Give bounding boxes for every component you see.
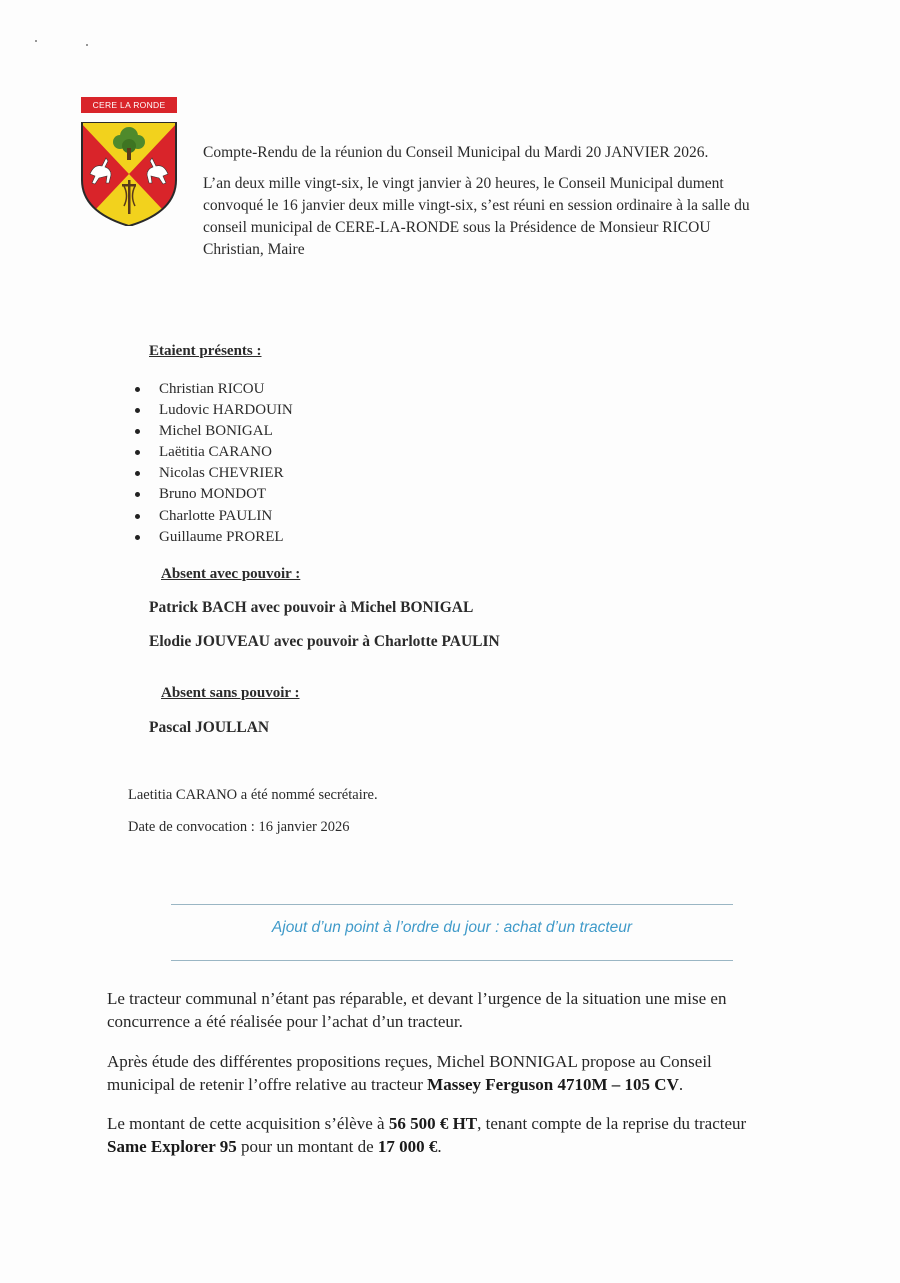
municipal-logo (80, 97, 178, 226)
proxy-entry: Patrick BACH avec pouvoir à Michel BONIGAL (149, 599, 474, 616)
body-paragraph (107, 1112, 807, 1158)
body-text-run: municipal de retenir l’offre relative au tracteur (107, 1075, 428, 1094)
intro-line: L’an deux mille vingt-six, le vingt janvier à 20 heures, le Conseil Municipal dument (203, 175, 724, 192)
present-members-list (131, 379, 293, 548)
proxy-entry: Elodie JOUVEAU avec pouvoir à Charlotte PAULIN (149, 633, 500, 650)
tractor-model: Massey Ferguson 4710M – 105 CV (427, 1075, 679, 1094)
body-text-run: . (678, 1075, 684, 1094)
list-item (131, 527, 293, 548)
scan-speck (35, 40, 37, 42)
list-item (131, 379, 293, 400)
member-name: Charlotte PAULIN (159, 507, 273, 524)
bullet-icon (135, 535, 140, 540)
member-name: Nicolas CHEVRIER (159, 465, 284, 482)
member-name: Christian RICOU (159, 381, 265, 397)
absent-without-proxy-heading: Absent sans pouvoir : (161, 685, 300, 701)
body-paragraph (107, 987, 807, 1033)
list-item (131, 400, 293, 421)
scan-speck (86, 44, 88, 46)
list-item (131, 463, 293, 484)
present-heading: Etaient présents : (149, 343, 262, 359)
intro-line: conseil municipal de CERE-LA-RONDE sous la Présidence de Monsieur RICOU (203, 219, 711, 236)
acquisition-amount: 56 500 € HT (388, 1114, 478, 1133)
tradein-tractor: Same Explorer 95 (107, 1137, 237, 1156)
intro-line: Christian, Maire (203, 241, 305, 258)
body-text-run: . (437, 1137, 442, 1156)
intro-line: convoqué le 16 janvier deux mille vingt-six, s’est réuni en session ordinaire à la salle du (203, 197, 750, 214)
divider (171, 904, 733, 905)
tradein-amount: 17 000 € (377, 1137, 438, 1156)
body-paragraph (107, 1050, 807, 1096)
list-item (131, 506, 293, 527)
list-item (131, 442, 293, 463)
body-line: concurrence a été réalisée pour l’achat d’un tracteur. (107, 1012, 463, 1031)
member-name: Guillaume PROREL (159, 528, 284, 545)
list-item (131, 421, 293, 442)
bullet-icon (135, 514, 140, 519)
body-line: Après étude des différentes propositions reçues, Michel BONNIGAL propose au Conseil (107, 1052, 712, 1071)
member-name: Ludovic HARDOUIN (159, 402, 293, 419)
bullet-icon (135, 408, 140, 413)
body-text-run: pour un montant de (236, 1137, 378, 1156)
document-title: Compte-Rendu de la réunion du Conseil Municipal du Mardi 20 JANVIER 2026. (203, 144, 709, 161)
secretary-note: Laetitia CARANO a été nommé secrétaire. (128, 787, 378, 803)
divider (171, 960, 733, 961)
member-name: Michel BONIGAL (159, 423, 273, 440)
bullet-icon (135, 387, 140, 392)
absent-name: Pascal JOULLAN (149, 719, 270, 736)
bullet-icon (135, 450, 140, 455)
member-name: Laëtitia CARANO (159, 444, 272, 461)
bullet-icon (135, 471, 140, 476)
intro-block (203, 142, 803, 261)
agenda-item-title: Ajout d’un point à l’ordre du jour : achat d’un tracteur (271, 919, 633, 936)
logo-banner: CERE LA RONDE (81, 97, 177, 113)
convocation-date: Date de convocation : 16 janvier 2026 (128, 819, 350, 835)
bullet-icon (135, 429, 140, 434)
list-item (131, 484, 293, 505)
body-line: Le tracteur communal n’étant pas réparable, et devant l’urgence de la situation une mise en (107, 989, 727, 1008)
absent-with-proxy-heading: Absent avec pouvoir : (161, 566, 301, 582)
member-name: Bruno MONDOT (159, 486, 267, 503)
bullet-icon (135, 492, 140, 497)
body-text-run: , tenant compte de la reprise du tracteur (477, 1114, 747, 1133)
coat-of-arms-icon (80, 122, 178, 226)
body-text-run: Le montant de cette acquisition s’élève à (107, 1114, 389, 1133)
intro-paragraph (203, 173, 803, 261)
